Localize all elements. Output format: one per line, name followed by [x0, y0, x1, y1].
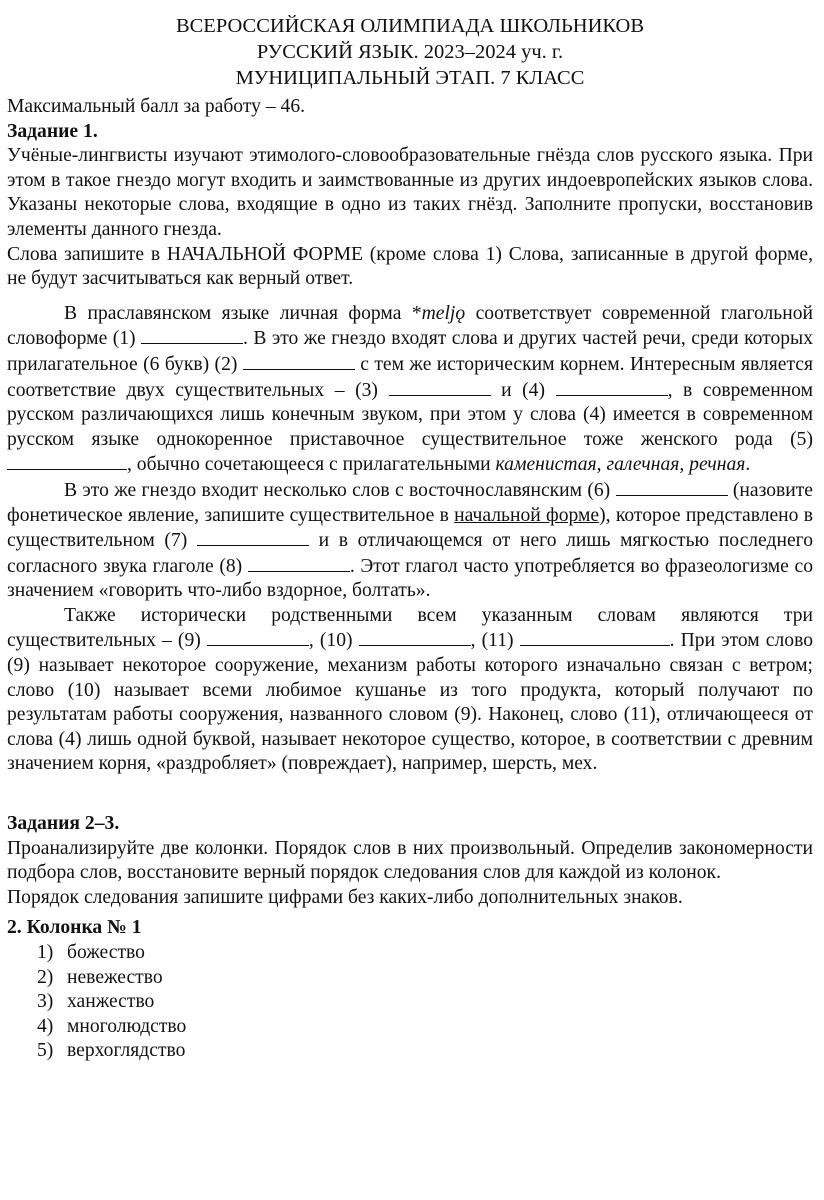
answer-blank-11[interactable] [520, 628, 670, 646]
adjectives-italic: каменистая, галечная, речная [495, 454, 746, 476]
answer-blank-10[interactable] [359, 628, 471, 646]
task23-instruction: Порядок следования запишите цифрами без каких-либо дополнительных знаков. [7, 886, 683, 908]
task23-intro: Проанализируйте две колонки. Порядок слов в них произвольный. Определив закономерности подбора слов, восстановите верный порядок следования слов для каждой из колонок. [7, 837, 813, 884]
answer-blank-5[interactable] [7, 452, 127, 470]
answer-blank-7[interactable] [197, 528, 309, 546]
answer-blank-3[interactable] [389, 378, 491, 396]
list-item: 5) верхоглядство [37, 1040, 186, 1062]
initial-form-underlined: начальной форме [454, 504, 600, 526]
proto-form-meljo: meljǫ [421, 302, 466, 324]
column1-word-list [7, 941, 813, 1064]
task23-title: Задания 2–3. [7, 813, 120, 835]
max-score: Максимальный балл за работу – 46. [7, 96, 306, 117]
header-line-stage: МУНИЦИПАЛЬНЫЙ ЭТАП. 7 КЛАСС [235, 67, 585, 89]
list-item: 2) невежество [37, 966, 163, 988]
task1-paragraph-3: Также исторически родственными всем указанным словам являются три существительных – (9) , (10) , (11) . При этом слово (9) называет некоторое сооружение, механизм работы которого изначально связан с ветром; слово (10) называет всеми любимое кушанье из того продукта, который получают по результатам работы сооружения, названного словом (9). Наконец, слово (11), отличающееся от слова (4) лишь одной буквой, называет некоторое существо, которое, в соответствии с древним значением корня, «раздробляет» (повреждает), например, шерсть, мех. [7, 604, 813, 775]
task1-instruction: Слова запишите в НАЧАЛЬНОЙ ФОРМЕ (кроме слова 1) Слова, записанные в другой форме, не будут засчитываться как верный ответ. [7, 243, 813, 290]
answer-blank-9[interactable] [207, 628, 309, 646]
document-page [7, 13, 813, 1064]
task1-paragraph-1: В праславянском языке личная форма *meljǫ соответствует современной глагольной словоформе (1) . В это же гнездо входят слова и других частей речи, среди которых прилагательное (6 букв) (2) с тем же историческим корнем. Интересным является соответствие двух существительных – (3) и (4) , в современном русском различающихся лишь конечным звуком, при этом у слова (4) имеется в современном русском языке однокоренное приставочное существительное тоже женского рода (5) , обычно сочетающееся с прилагательными каменистая, галечная, речная. [7, 302, 814, 476]
document-header [7, 13, 813, 91]
answer-blank-4[interactable] [556, 378, 668, 396]
task1-intro: Учёные-лингвисты изучают этимолого-словообразовательные гнёзда слов русского языка. При этом в такое гнездо могут входить и заимствованные из других индоевропейских языков слова. Указаны некоторые слова, входящие в одно из таких гнёзд. Заполните пропуски, восстановив элементы данного гнезда. [7, 145, 813, 240]
task1-paragraph-2: В это же гнездо входит несколько слов с восточнославянским (6) (назовите фонетическое явление, запишите существительное в начальной форме), которое представлено в существительном (7) и в отличающемся от него лишь мягкостью последнего согласного звука глаголе (8) . Этот глагол часто употребляется во фразеологизме со значением «говорить что-либо вздорное, болтать». [7, 479, 813, 602]
column1-title: 2. Колонка № 1 [7, 917, 142, 939]
list-item: 3) ханжество [37, 991, 155, 1013]
answer-blank-1[interactable] [141, 326, 243, 344]
header-line-olympiad: ВСЕРОССИЙСКАЯ ОЛИМПИАДА ШКОЛЬНИКОВ [175, 15, 645, 37]
task1-title: Задание 1. [7, 120, 98, 142]
answer-blank-6[interactable] [616, 478, 728, 496]
list-item: 4) многолюдство [37, 1015, 187, 1037]
header-line-subject: РУССКИЙ ЯЗЫК. 2023–2024 уч. г. [256, 41, 564, 63]
answer-blank-2[interactable] [243, 352, 355, 370]
answer-blank-8[interactable] [248, 554, 350, 572]
list-item: 1) божество [37, 942, 145, 963]
